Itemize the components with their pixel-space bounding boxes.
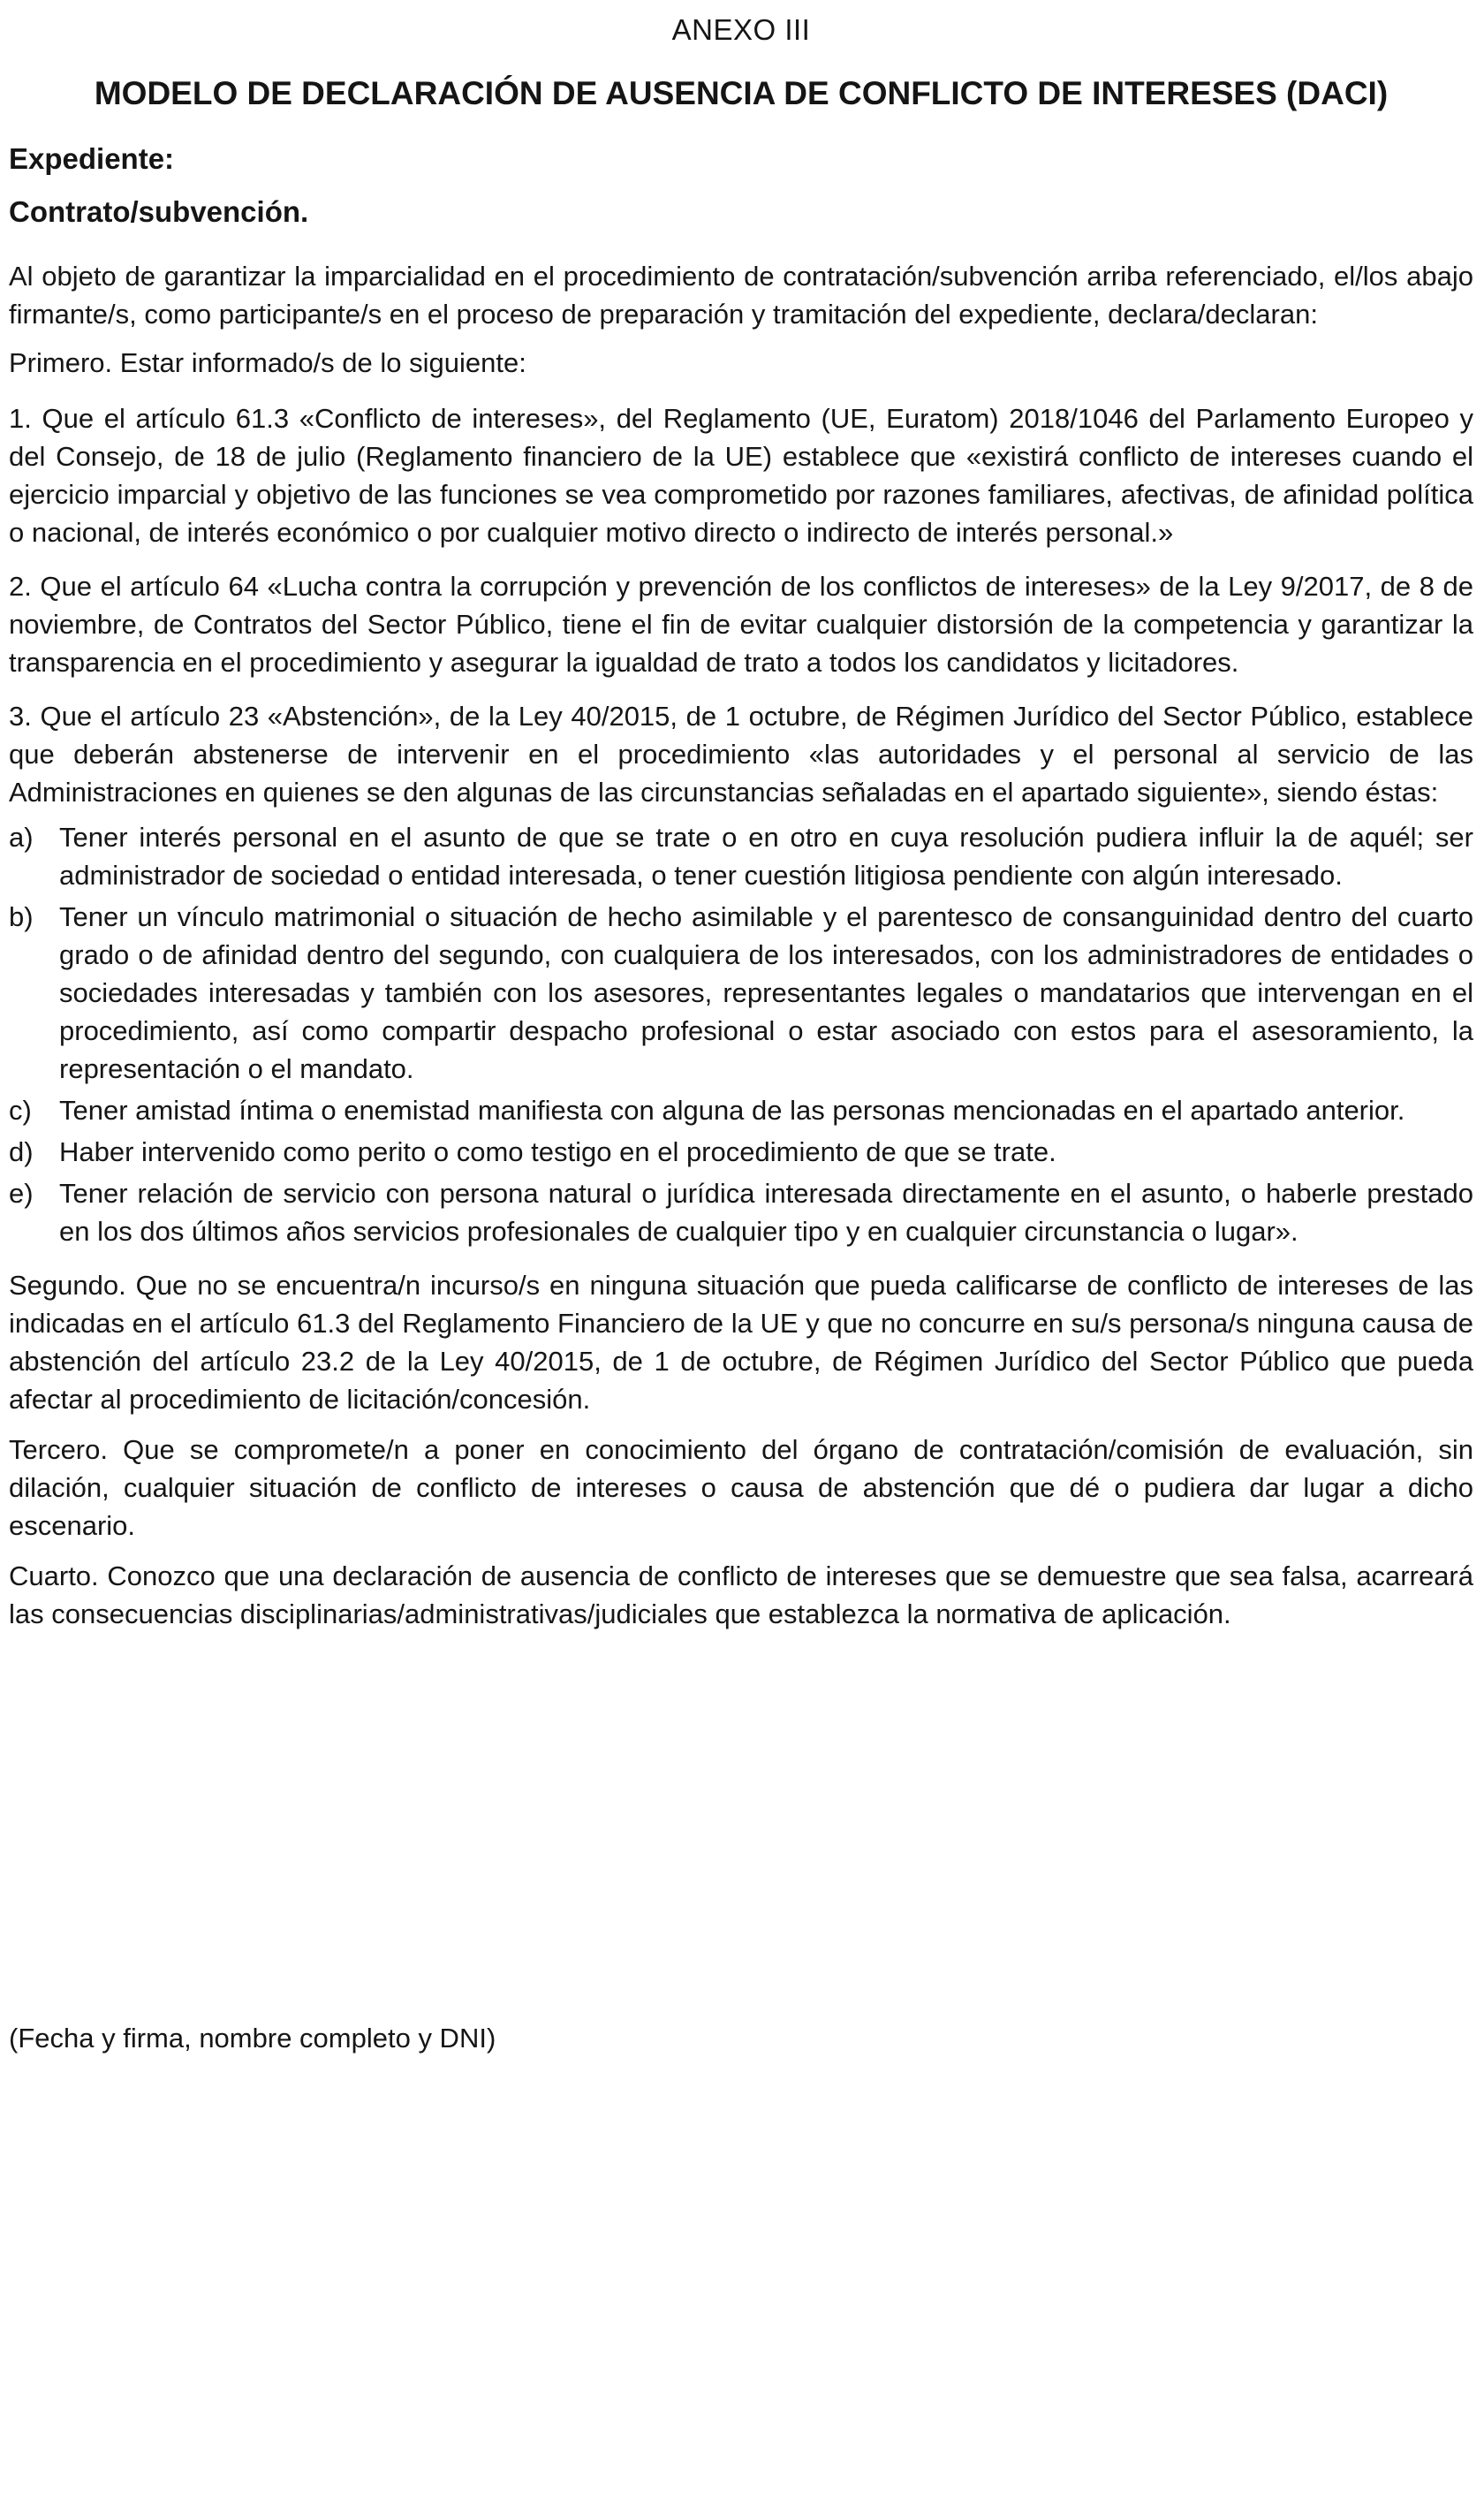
tercero-paragraph: Tercero. Que se compromete/n a poner en conocimiento del órgano de contratación/comisión de evaluación, sin dilación, cualquier situación de conflicto de intereses o causa de abstención que dé o pudiera dar lugar a dicho escenario. [9, 1434, 1473, 1541]
list-item-b-letter: b) [9, 901, 34, 932]
contract-subsidy-label: Contrato/subvención. [9, 195, 309, 228]
abstention-causes-list [9, 818, 1473, 1250]
annex-title: ANEXO III [671, 13, 811, 46]
list-item-a-text: Tener interés personal en el asunto de que se trate o en otro en cuya resolución pudiera influir la de aquél; ser administrador de sociedad o entidad interesada, o tener cuestión litigiosa pendiente con algún interesado. [59, 822, 1473, 891]
document-title: MODELO DE DECLARACIÓN DE AUSENCIA DE CONFLICTO DE INTERESES (DACI) [94, 75, 1389, 111]
numbered-paragraph-3: 3. Que el artículo 23 «Abstención», de la Ley 40/2015, de 1 octubre, de Régimen Jurídico del Sector Público, establece que deberán abstenerse de intervenir en el procedimiento «las autoridades y el personal al servicio de las Administraciones en quienes se den algunas de las circunstancias señaladas en el apartado siguiente», siendo éstas: [9, 701, 1473, 808]
intro-paragraph: Al objeto de garantizar la imparcialidad en el procedimiento de contratación/subvención arriba referenciado, el/los abajo firmante/s, como participante/s en el proceso de preparación y tramitación del expediente, declara/declaran: [9, 261, 1473, 330]
primero-heading-paragraph: Primero. Estar informado/s de lo siguiente: [9, 347, 526, 378]
segundo-paragraph: Segundo. Que no se encuentra/n incurso/s en ninguna situación que pueda calificarse de conflicto de intereses de las indicadas en el artículo 61.3 del Reglamento Financiero de la UE y que no concurre en su/s persona/s ninguna causa de abstención del artículo 23.2 de la Ley 40/2015, de 1 de octubre, de Régimen Jurídico del Sector Público que pueda afectar al procedimiento de licitación/concesión. [9, 1270, 1473, 1415]
cuarto-paragraph: Cuarto. Conozco que una declaración de ausencia de conflicto de intereses que se demuestre que sea falsa, acarreará las consecuencias disciplinarias/administrativas/judiciales que establezca la normativa de aplicación. [9, 1560, 1473, 1629]
signature-note: (Fecha y firma, nombre completo y DNI) [9, 2023, 496, 2054]
list-item-a [9, 818, 1473, 894]
list-item-d [9, 1133, 1473, 1171]
list-item-e-letter: e) [9, 1178, 34, 1209]
list-item-d-text: Haber intervenido como perito o como testigo en el procedimiento de que se trate. [59, 1136, 1056, 1167]
list-item-e [9, 1174, 1473, 1250]
list-item-a-letter: a) [9, 822, 34, 853]
numbered-paragraph-2: 2. Que el artículo 64 «Lucha contra la corrupción y prevención de los conflictos de intereses» de la Ley 9/2017, de 8 de noviembre, de Contratos del Sector Público, tiene el fin de evitar cualquier distorsión de la competencia y garantizar la transparencia en el procedimiento y asegurar la igualdad de trato a todos los candidatos y licitadores. [9, 571, 1473, 678]
list-item-c-text: Tener amistad íntima o enemistad manifiesta con alguna de las personas mencionadas en el apartado anterior. [59, 1095, 1405, 1126]
list-item-d-letter: d) [9, 1136, 34, 1167]
list-item-e-text: Tener relación de servicio con persona natural o jurídica interesada directamente en el asunto, o haberle prestado en los dos últimos años servicios profesionales de cualquier tipo y en cualquier circunstancia o lugar». [59, 1178, 1473, 1247]
list-item-b [9, 898, 1473, 1088]
list-item-b-text: Tener un vínculo matrimonial o situación de hecho asimilable y el parentesco de consanguinidad dentro del cuarto grado o de afinidad dentro del segundo, con cualquiera de los interesados, con los administradores de entidades o sociedades interesadas y también con los asesores, representantes legales o mandatarios que intervengan en el procedimiento, así como compartir despacho profesional o estar asociado con estos para el asesoramiento, la representación o el mandato. [59, 901, 1473, 1084]
list-item-c-letter: c) [9, 1095, 32, 1126]
expediente-label: Expediente: [9, 142, 175, 175]
list-item-c [9, 1091, 1473, 1129]
numbered-paragraph-1: 1. Que el artículo 61.3 «Conflicto de intereses», del Reglamento (UE, Euratom) 2018/1046 del Parlamento Europeo y del Consejo, de 18 de julio (Reglamento financiero de la UE) establece que «existirá conflicto de intereses cuando el ejercicio imparcial y objetivo de las funciones se vea comprometido por razones familiares, afectivas, de afinidad política o nacional, de interés económico o por cualquier motivo directo o indirecto de interés personal.» [9, 403, 1473, 548]
